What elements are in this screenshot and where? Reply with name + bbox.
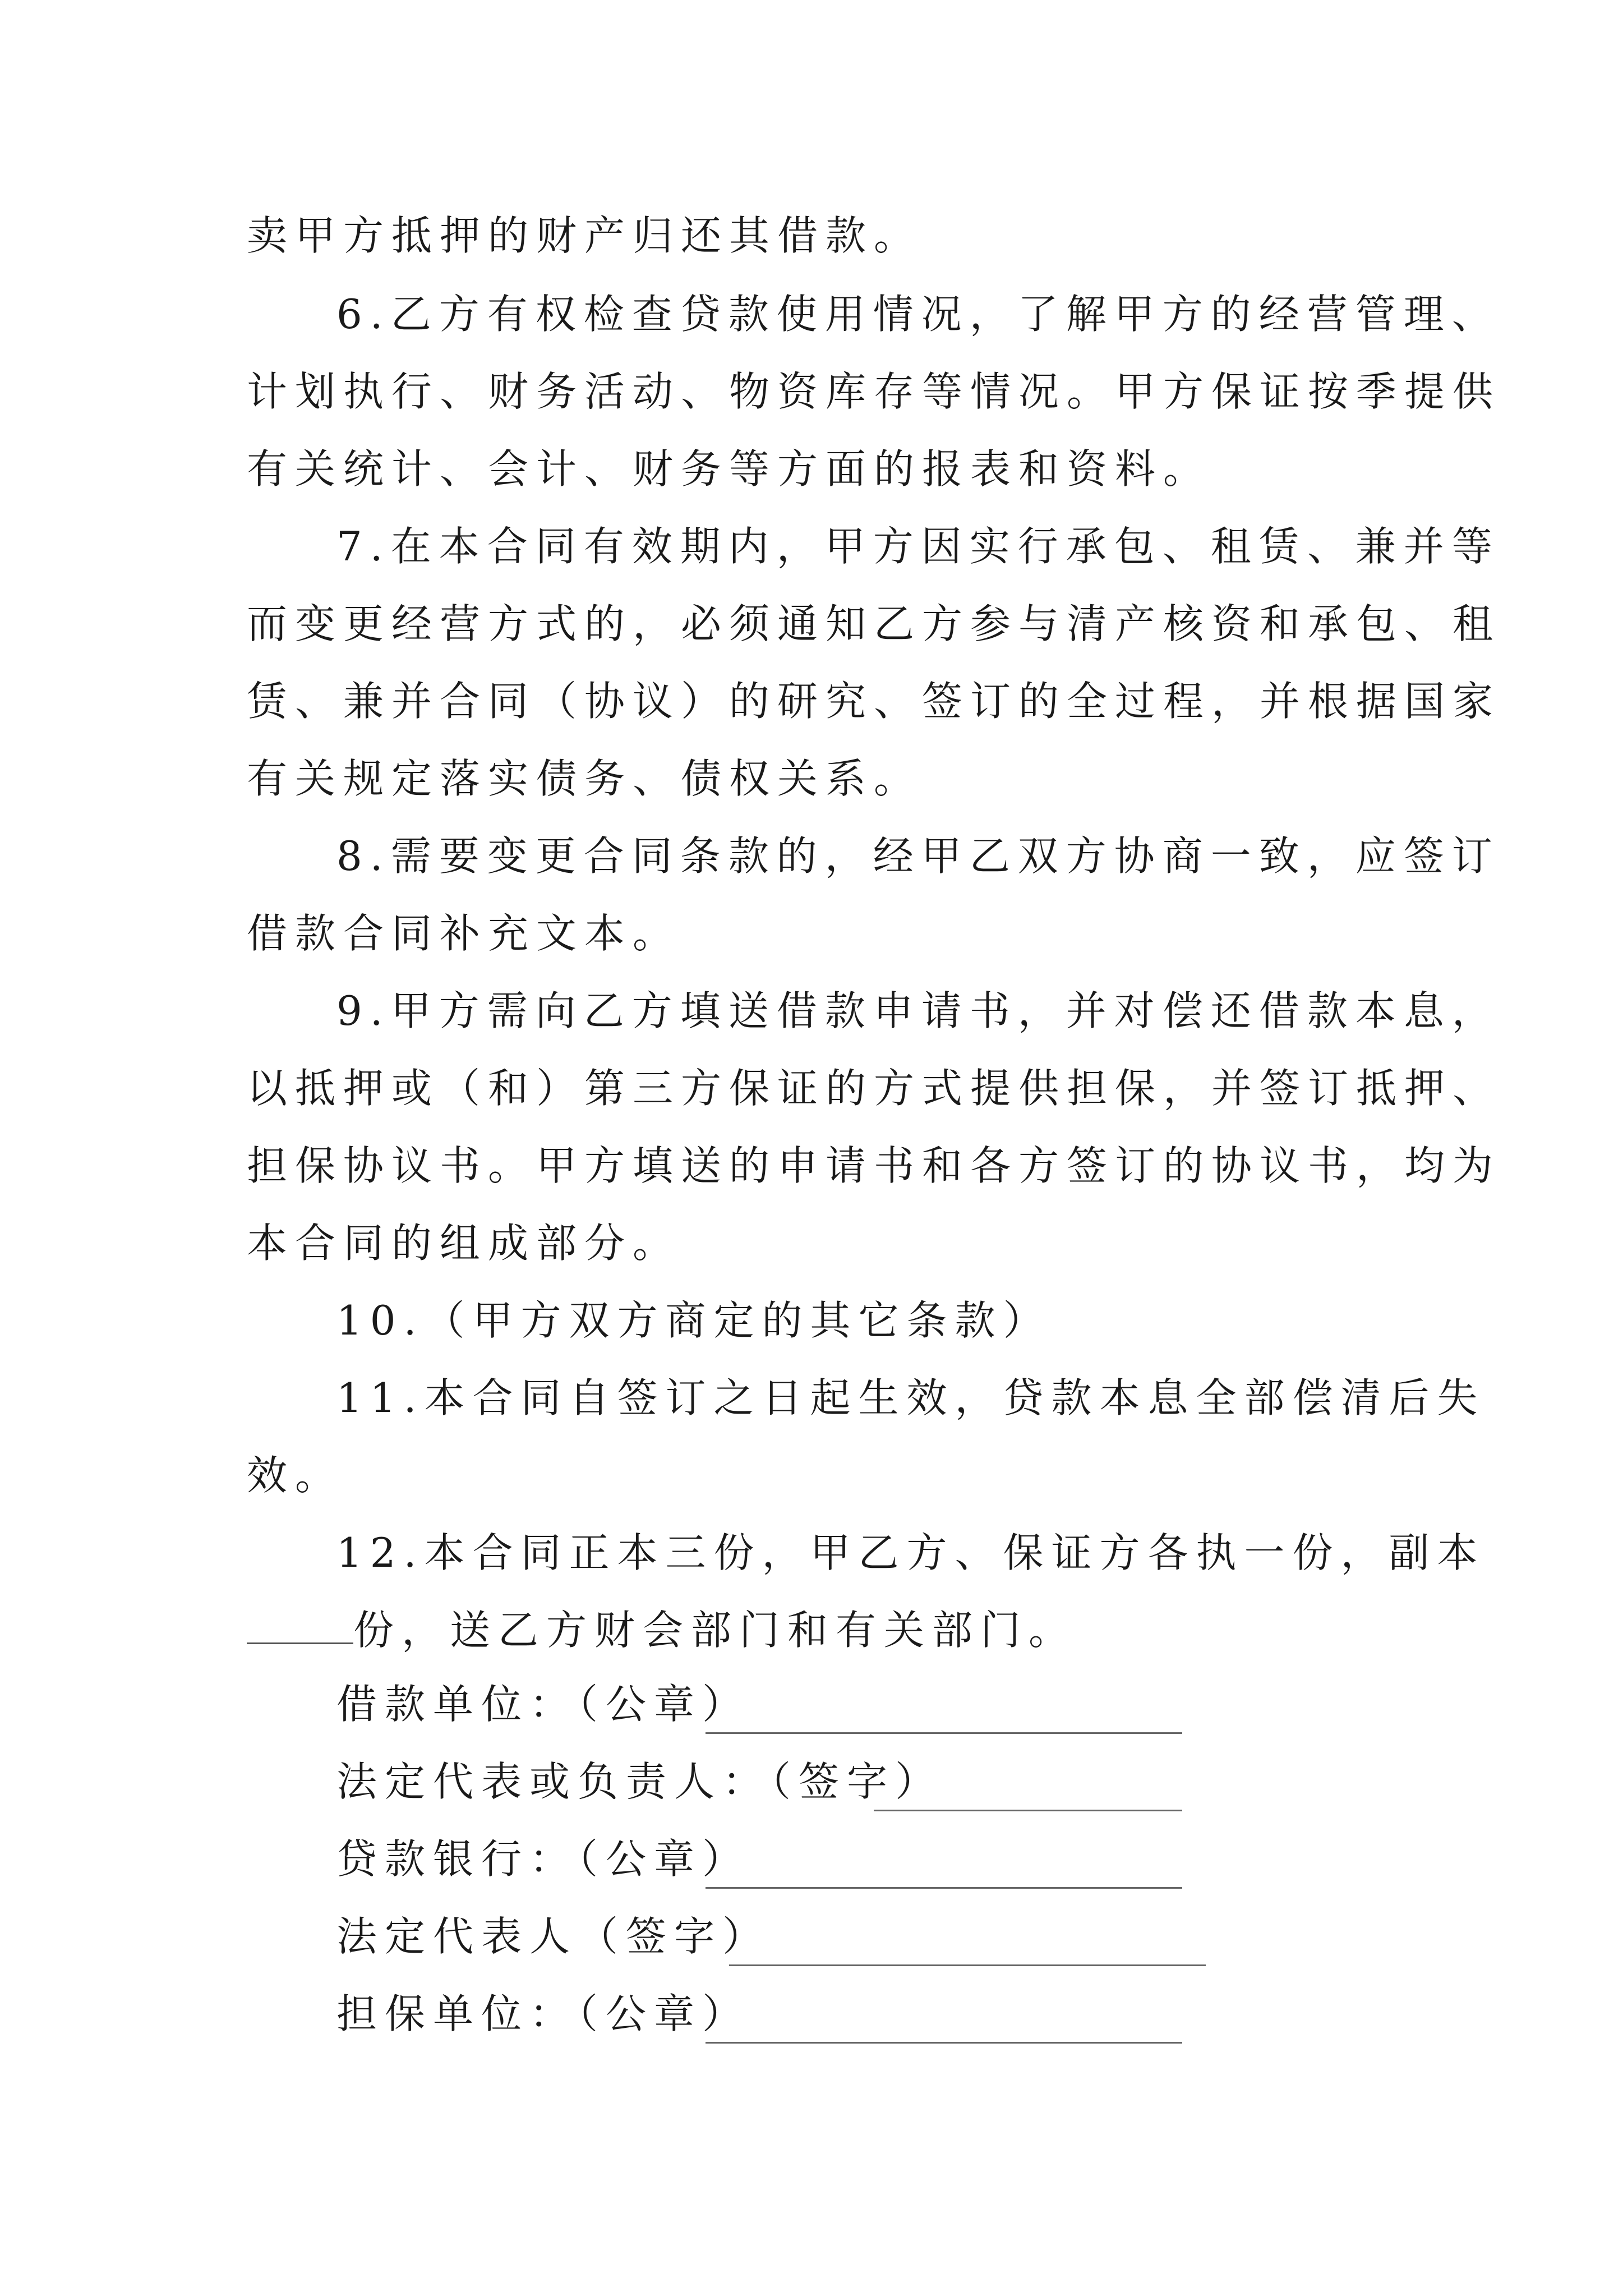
signature-legal-rep-label: 法定代表人（签字） — [336, 1913, 771, 1960]
copies-suffix: 份，送乙方财会部门和有关部门。 — [353, 1607, 1077, 1654]
clause-10-line: 10.（甲方双方商定的其它条款） — [336, 1297, 1052, 1344]
signature-representative-label: 法定代表或负责人：（签字） — [336, 1758, 944, 1805]
clause-6-line: 6.乙方有权检查贷款使用情况，了解甲方的经营管理、 — [336, 291, 1500, 338]
paragraph-line: 有关规定落实债务、债权关系。 — [247, 755, 923, 802]
clause-11-line: 11.本合同自签订之日起生效，贷款本息全部偿清后失 — [336, 1374, 1486, 1421]
paragraph-line: 有关统计、会计、财务等方面的报表和资料。 — [247, 445, 1212, 493]
paragraph-line: 而变更经营方式的，必须通知乙方参与清产核资和承包、租 — [247, 600, 1501, 647]
signature-guarantor-label: 担保单位：（公章） — [336, 1990, 751, 2037]
paragraph-line: 本合同的组成部分。 — [247, 1220, 681, 1267]
paragraph-line: 担保协议书。甲方填送的申请书和各方签订的协议书，均为 — [247, 1142, 1501, 1189]
copies-line — [247, 1602, 1077, 1658]
paragraph-line: 借款合同补充文本。 — [247, 910, 681, 957]
clause-7-line: 7.在本合同有效期内，甲方因实行承包、租赁、兼并等 — [336, 523, 1500, 570]
signature-guarantor-blank[interactable] — [706, 2042, 1182, 2044]
clause-12-line: 12.本合同正本三份，甲乙方、保证方各执一份，副本 — [336, 1529, 1486, 1576]
signature-bank-blank[interactable] — [706, 1887, 1182, 1889]
copies-count-blank[interactable] — [247, 1603, 353, 1644]
paragraph-line: 赁、兼并合同（协议）的研究、签订的全过程，并根据国家 — [247, 678, 1501, 725]
signature-bank-label: 贷款银行：（公章） — [336, 1835, 751, 1883]
signature-representative-blank[interactable] — [874, 1810, 1182, 1811]
paragraph-line: 以抵押或（和）第三方保证的方式提供担保，并签订抵押、 — [247, 1065, 1501, 1112]
clause-8-line: 8.需要变更合同条款的，经甲乙双方协商一致，应签订 — [336, 832, 1500, 880]
paragraph-line: 效。 — [247, 1452, 344, 1499]
paragraph-line: 计划执行、财务活动、物资库存等情况。甲方保证按季提供 — [247, 368, 1501, 415]
signature-borrower-blank[interactable] — [706, 1732, 1182, 1734]
paragraph-line: 卖甲方抵押的财产归还其借款。 — [247, 212, 923, 259]
clause-9-line: 9.甲方需向乙方填送借款申请书，并对偿还借款本息， — [336, 987, 1500, 1034]
signature-legal-rep-blank[interactable] — [729, 1964, 1206, 1966]
signature-borrower-label: 借款单位：（公章） — [336, 1681, 751, 1728]
